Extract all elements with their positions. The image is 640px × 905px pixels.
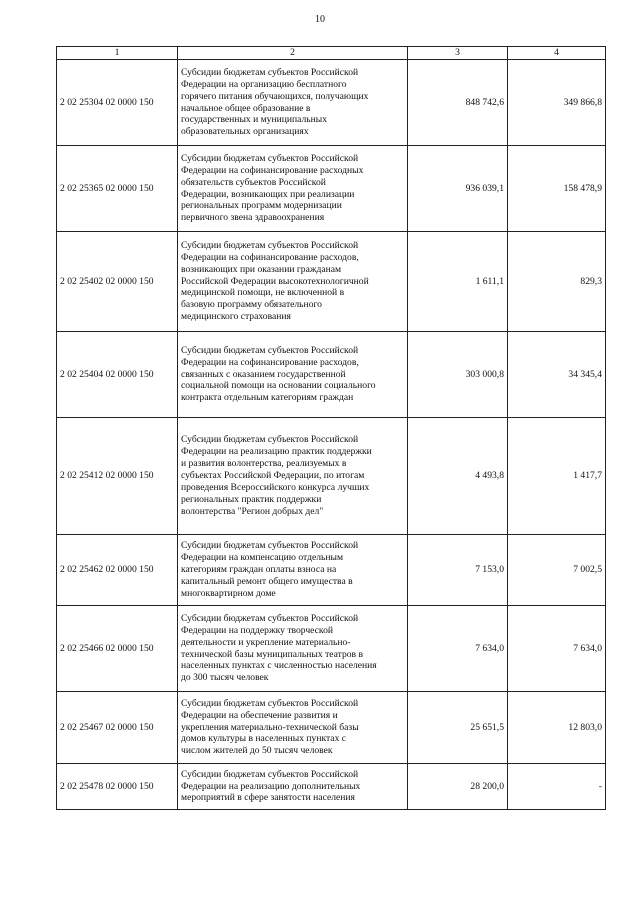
description-line: образовательных организациях xyxy=(181,126,309,138)
budget-code-cell: 2 02 25404 02 0000 150 xyxy=(57,332,178,418)
description-line: субъектах Российской Федерации, по итогам xyxy=(181,470,365,482)
amount-col3-cell: 28 200,0 xyxy=(408,764,508,810)
budget-code-cell: 2 02 25304 02 0000 150 xyxy=(57,60,178,146)
description-line: региональных программ модернизации xyxy=(181,200,342,212)
description-line: Субсидии бюджетам субъектов Российской xyxy=(181,540,359,552)
column-header: 3 xyxy=(408,47,508,60)
budget-code-cell: 2 02 25467 02 0000 150 xyxy=(57,692,178,764)
description-line: региональных практик поддержки xyxy=(181,493,322,505)
table-row xyxy=(57,232,606,332)
amount-col4-cell: 829,3 xyxy=(508,232,606,332)
amount-col3-cell: 936 039,1 xyxy=(408,146,508,232)
description-cell xyxy=(178,692,408,764)
description-line: обязательств субъектов Российской xyxy=(181,176,326,188)
description-line: домов культуры в населенных пунктах с xyxy=(181,733,347,745)
description-line: медицинской помощи, не включенной в xyxy=(181,287,345,299)
table-header-row xyxy=(57,47,606,60)
description-line: Федерации на софинансирование расходных xyxy=(181,164,364,176)
budget-code-cell: 2 02 25466 02 0000 150 xyxy=(57,606,178,692)
description-line: капитальный ремонт общего имущества в xyxy=(181,575,353,587)
description-line: Федерации на софинансирование расходов, xyxy=(181,251,359,263)
description-cell xyxy=(178,332,408,418)
amount-col4-cell: 349 866,8 xyxy=(508,60,606,146)
description-line: Субсидии бюджетам субъектов Российской xyxy=(181,697,359,709)
description-line: деятельности и укрепление материально- xyxy=(181,636,351,648)
description-cell xyxy=(178,146,408,232)
description-line: технической базы муниципальных театров в xyxy=(181,648,364,660)
description-line: категориям граждан оплаты взноса на xyxy=(181,564,337,576)
description-line: связанных с оказанием государственной xyxy=(181,368,346,380)
description-line: Федерации на поддержку творческой xyxy=(181,624,334,636)
description-line: многоквартирном доме xyxy=(181,587,276,599)
description-cell xyxy=(178,232,408,332)
amount-col4-cell: 34 345,4 xyxy=(508,332,606,418)
description-line: Субсидии бюджетам субъектов Российской xyxy=(181,612,359,624)
description-cell xyxy=(178,764,408,810)
amount-col3-cell: 303 000,8 xyxy=(408,332,508,418)
description-line: Субсидии бюджетам субъектов Российской xyxy=(181,239,359,251)
amount-col4-cell: 7 634,0 xyxy=(508,606,606,692)
description-line: Федерации, возникающих при реализации xyxy=(181,188,355,200)
budget-code-cell: 2 02 25402 02 0000 150 xyxy=(57,232,178,332)
description-line: Федерации на софинансирование расходов, xyxy=(181,356,359,368)
description-line: Субсидии бюджетам субъектов Российской xyxy=(181,434,359,446)
column-header: 4 xyxy=(508,47,606,60)
description-line: Субсидии бюджетам субъектов Российской xyxy=(181,152,359,164)
amount-col4-cell: - xyxy=(508,764,606,810)
description-line: и развития волонтерства, реализуемых в xyxy=(181,458,347,470)
description-line: Федерации на компенсацию отдельным xyxy=(181,552,344,564)
description-line: до 300 тысяч человек xyxy=(181,672,269,684)
budget-code-cell: 2 02 25365 02 0000 150 xyxy=(57,146,178,232)
budget-table xyxy=(56,46,606,810)
column-header: 2 xyxy=(178,47,408,60)
table-row xyxy=(57,332,606,418)
description-cell xyxy=(178,535,408,606)
description-line: социальной помощи на основании социального xyxy=(181,380,376,392)
table-row xyxy=(57,692,606,764)
description-line: возникающих при оказании гражданам xyxy=(181,263,342,275)
description-line: контракта отдельным категориям граждан xyxy=(181,392,354,404)
amount-col3-cell: 4 493,8 xyxy=(408,418,508,535)
page-number: 10 xyxy=(315,14,325,25)
table-row xyxy=(57,535,606,606)
amount-col4-cell: 1 417,7 xyxy=(508,418,606,535)
description-line: числом жителей до 50 тысяч человек xyxy=(181,745,333,757)
amount-col3-cell: 848 742,6 xyxy=(408,60,508,146)
description-line: населенных пунктах с численностью населения xyxy=(181,660,377,672)
column-header: 1 xyxy=(57,47,178,60)
description-line: Федерации на реализацию практик поддержки xyxy=(181,446,372,458)
description-line: первичного звена здравоохранения xyxy=(181,212,325,224)
description-line: Субсидии бюджетам субъектов Российской xyxy=(181,344,359,356)
table-row xyxy=(57,146,606,232)
description-line: мероприятий в сфере занятости населения xyxy=(181,792,355,804)
budget-code-cell: 2 02 25478 02 0000 150 xyxy=(57,764,178,810)
description-cell xyxy=(178,60,408,146)
description-cell xyxy=(178,418,408,535)
description-line: Российской Федерации высокотехнологичной xyxy=(181,275,369,287)
description-line: начальное общее образование в xyxy=(181,102,311,114)
description-line: базовую программу обязательного xyxy=(181,299,322,311)
amount-col3-cell: 25 651,5 xyxy=(408,692,508,764)
description-cell xyxy=(178,606,408,692)
amount-col3-cell: 7 153,0 xyxy=(408,535,508,606)
description-line: Федерации на реализацию дополнительных xyxy=(181,780,361,792)
description-line: Субсидии бюджетам субъектов Российской xyxy=(181,768,359,780)
amount-col4-cell: 12 803,0 xyxy=(508,692,606,764)
amount-col3-cell: 7 634,0 xyxy=(408,606,508,692)
description-line: Федерации на обеспечение развития и xyxy=(181,709,338,721)
budget-code-cell: 2 02 25462 02 0000 150 xyxy=(57,535,178,606)
description-line: волонтерства "Регион добрых дел" xyxy=(181,505,324,517)
description-line: Субсидии бюджетам субъектов Российской xyxy=(181,66,359,78)
description-line: медицинского страхования xyxy=(181,311,291,323)
budget-code-cell: 2 02 25412 02 0000 150 xyxy=(57,418,178,535)
amount-col4-cell: 7 002,5 xyxy=(508,535,606,606)
description-line: проведения Всероссийского конкурса лучших xyxy=(181,481,370,493)
table-row xyxy=(57,60,606,146)
amount-col4-cell: 158 478,9 xyxy=(508,146,606,232)
table-row xyxy=(57,418,606,535)
table-row xyxy=(57,606,606,692)
description-line: укрепления материально-технической базы xyxy=(181,721,359,733)
description-line: горячего питания обучающихся, получающих xyxy=(181,90,369,102)
amount-col3-cell: 1 611,1 xyxy=(408,232,508,332)
table-row xyxy=(57,764,606,810)
description-line: Федерации на организацию бесплатного xyxy=(181,78,347,90)
description-line: государственных и муниципальных xyxy=(181,114,328,126)
